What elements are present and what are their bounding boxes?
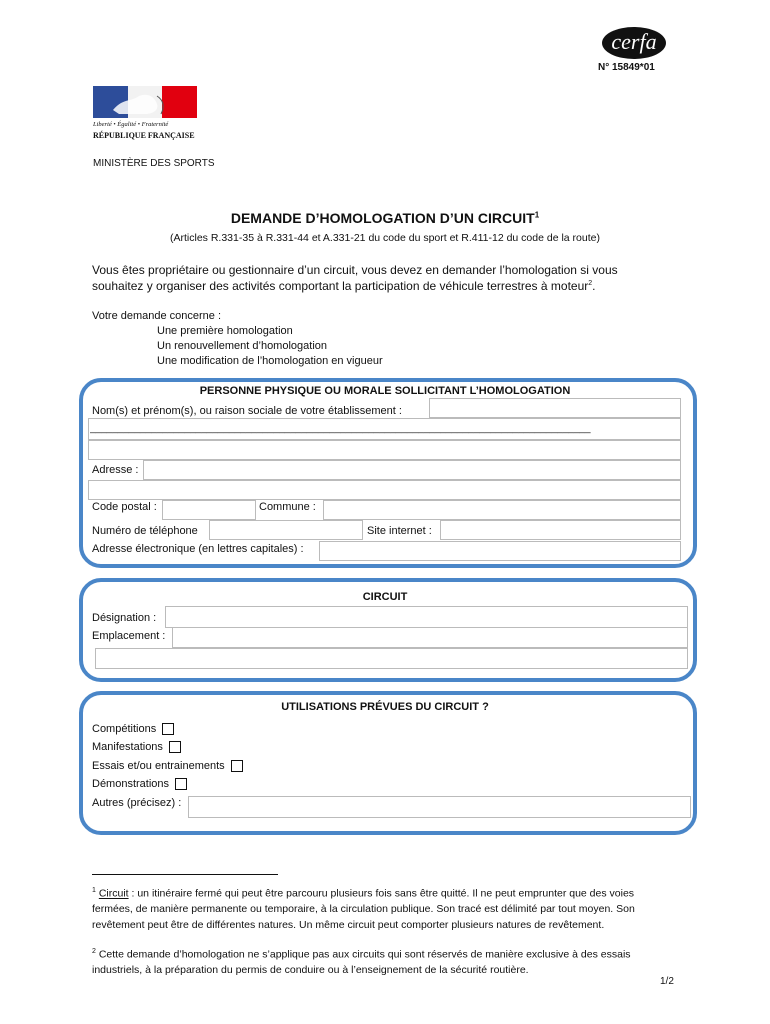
request-option-renewal[interactable]: Un renouvellement d’homologation (157, 340, 327, 352)
address-label: Adresse : (92, 464, 139, 476)
footnote-1 (92, 883, 677, 933)
usage-trials-label: Essais et/ou entrainements (92, 760, 225, 772)
page-title-text: DEMANDE D’HOMOLOGATION D’UN CIRCUIT (230, 210, 535, 226)
footnote-separator (92, 874, 278, 875)
designation-field[interactable] (165, 606, 688, 628)
marianne-logo (93, 86, 197, 118)
usage-competitions-label: Compétitions (92, 723, 157, 735)
request-option-first[interactable]: Une première homologation (157, 325, 293, 337)
location-field-line-2[interactable] (95, 648, 688, 669)
phone-field[interactable] (209, 520, 363, 540)
usage-manifestations-label: Manifestations (92, 741, 163, 753)
footnote-ref-2: 2 (588, 280, 593, 287)
other-usage-label: Autres (précisez) : (92, 797, 182, 809)
footnote-2 (92, 944, 677, 979)
applicant-section-title: PERSONNE PHYSIQUE OU MORALE SOLLICITANT L’HOMOLOGATION (199, 385, 571, 397)
page-number: 1/2 (660, 976, 674, 987)
manifestations-checkbox[interactable] (169, 741, 181, 753)
intro-line-2-text: souhaitez y organiser des activités comportant la participation de véhicule terrestres à moteur (92, 279, 589, 293)
marianne-profile-icon (109, 90, 173, 116)
usage-competitions[interactable] (92, 723, 174, 735)
usage-trials[interactable] (92, 760, 243, 772)
footnote-1-mark: 1 (92, 887, 96, 894)
phone-label: Numéro de téléphone (92, 525, 198, 537)
location-label: Emplacement : (92, 630, 166, 642)
location-field[interactable] (172, 627, 688, 648)
footnote-ref-1: 1 (534, 210, 540, 220)
name-field[interactable] (429, 398, 681, 418)
usages-section-title: UTILISATIONS PRÉVUES DU CIRCUIT ? (281, 701, 489, 713)
trials-checkbox[interactable] (231, 760, 243, 772)
email-field[interactable] (319, 541, 681, 561)
intro-line-2-end: . (592, 279, 596, 293)
usage-demonstrations-label: Démonstrations (92, 778, 170, 790)
cerfa-number: N° 15849*01 (598, 62, 655, 73)
commune-label: Commune : (259, 501, 316, 513)
intro-line-2 (92, 279, 596, 293)
circuit-section-title: CIRCUIT (362, 591, 408, 603)
address-field-line-2[interactable] (88, 480, 681, 500)
other-usage-field[interactable] (188, 796, 691, 818)
ministry-name: MINISTÈRE DES SPORTS (93, 158, 215, 169)
postal-code-label: Code postal : (92, 501, 157, 513)
page-subtitle: (Articles R.331-35 à R.331-44 et A.331-21 du code du sport et R.411-12 du code de la route) (170, 232, 600, 244)
usage-demonstrations[interactable] (92, 778, 187, 790)
republic-name: RÉPUBLIQUE FRANÇAISE (93, 131, 195, 140)
name-field-line-3[interactable] (88, 440, 681, 460)
usage-manifestations[interactable] (92, 741, 181, 753)
website-field[interactable] (440, 520, 681, 540)
address-field[interactable] (143, 460, 681, 480)
request-label: Votre demande concerne : (92, 310, 222, 322)
name-underline: __________________________________________________________________________________________ (90, 423, 591, 434)
footnote-2-text: Cette demande d’homologation ne s’applique pas aux circuits qui sont réservés de manière exclusive à des essais industriels, à la préparation du permis de conduire ou à l’enseignement de la sécurité routière. (92, 948, 631, 976)
footnote-1-term: Circuit (98, 887, 129, 900)
republic-motto: Liberté • Égalité • Fraternité (93, 121, 169, 128)
postal-code-field[interactable] (162, 500, 256, 520)
footnote-2-mark: 2 (92, 948, 96, 955)
designation-label: Désignation : (92, 612, 157, 624)
request-option-modification[interactable]: Une modification de l’homologation en vigueur (157, 355, 383, 367)
intro-line-1: Vous êtes propriétaire ou gestionnaire d’un circuit, vous devez en demander l’homologation si vous (92, 263, 618, 277)
email-label: Adresse électronique (en lettres capitales) : (92, 543, 304, 555)
page-title (0, 210, 770, 226)
name-label: Nom(s) et prénom(s), ou raison sociale de votre établissement : (92, 405, 402, 417)
demonstrations-checkbox[interactable] (175, 778, 187, 790)
competitions-checkbox[interactable] (162, 723, 174, 735)
commune-field[interactable] (323, 500, 681, 520)
footnote-1-text: : un itinéraire fermé qui peut être parcouru plusieurs fois sans être quitté. Il ne peut emprunter que des voies fermées, de manière permanente ou temporaire, à la circulation publique. Son tracé est délimité par tout moyen. Son revêtement peut être de différentes natures. Un même circuit peut comporter plusieurs natures de revêtement. (92, 887, 635, 931)
cerfa-logo: cerfa (602, 27, 666, 59)
website-label: Site internet : (367, 525, 432, 537)
